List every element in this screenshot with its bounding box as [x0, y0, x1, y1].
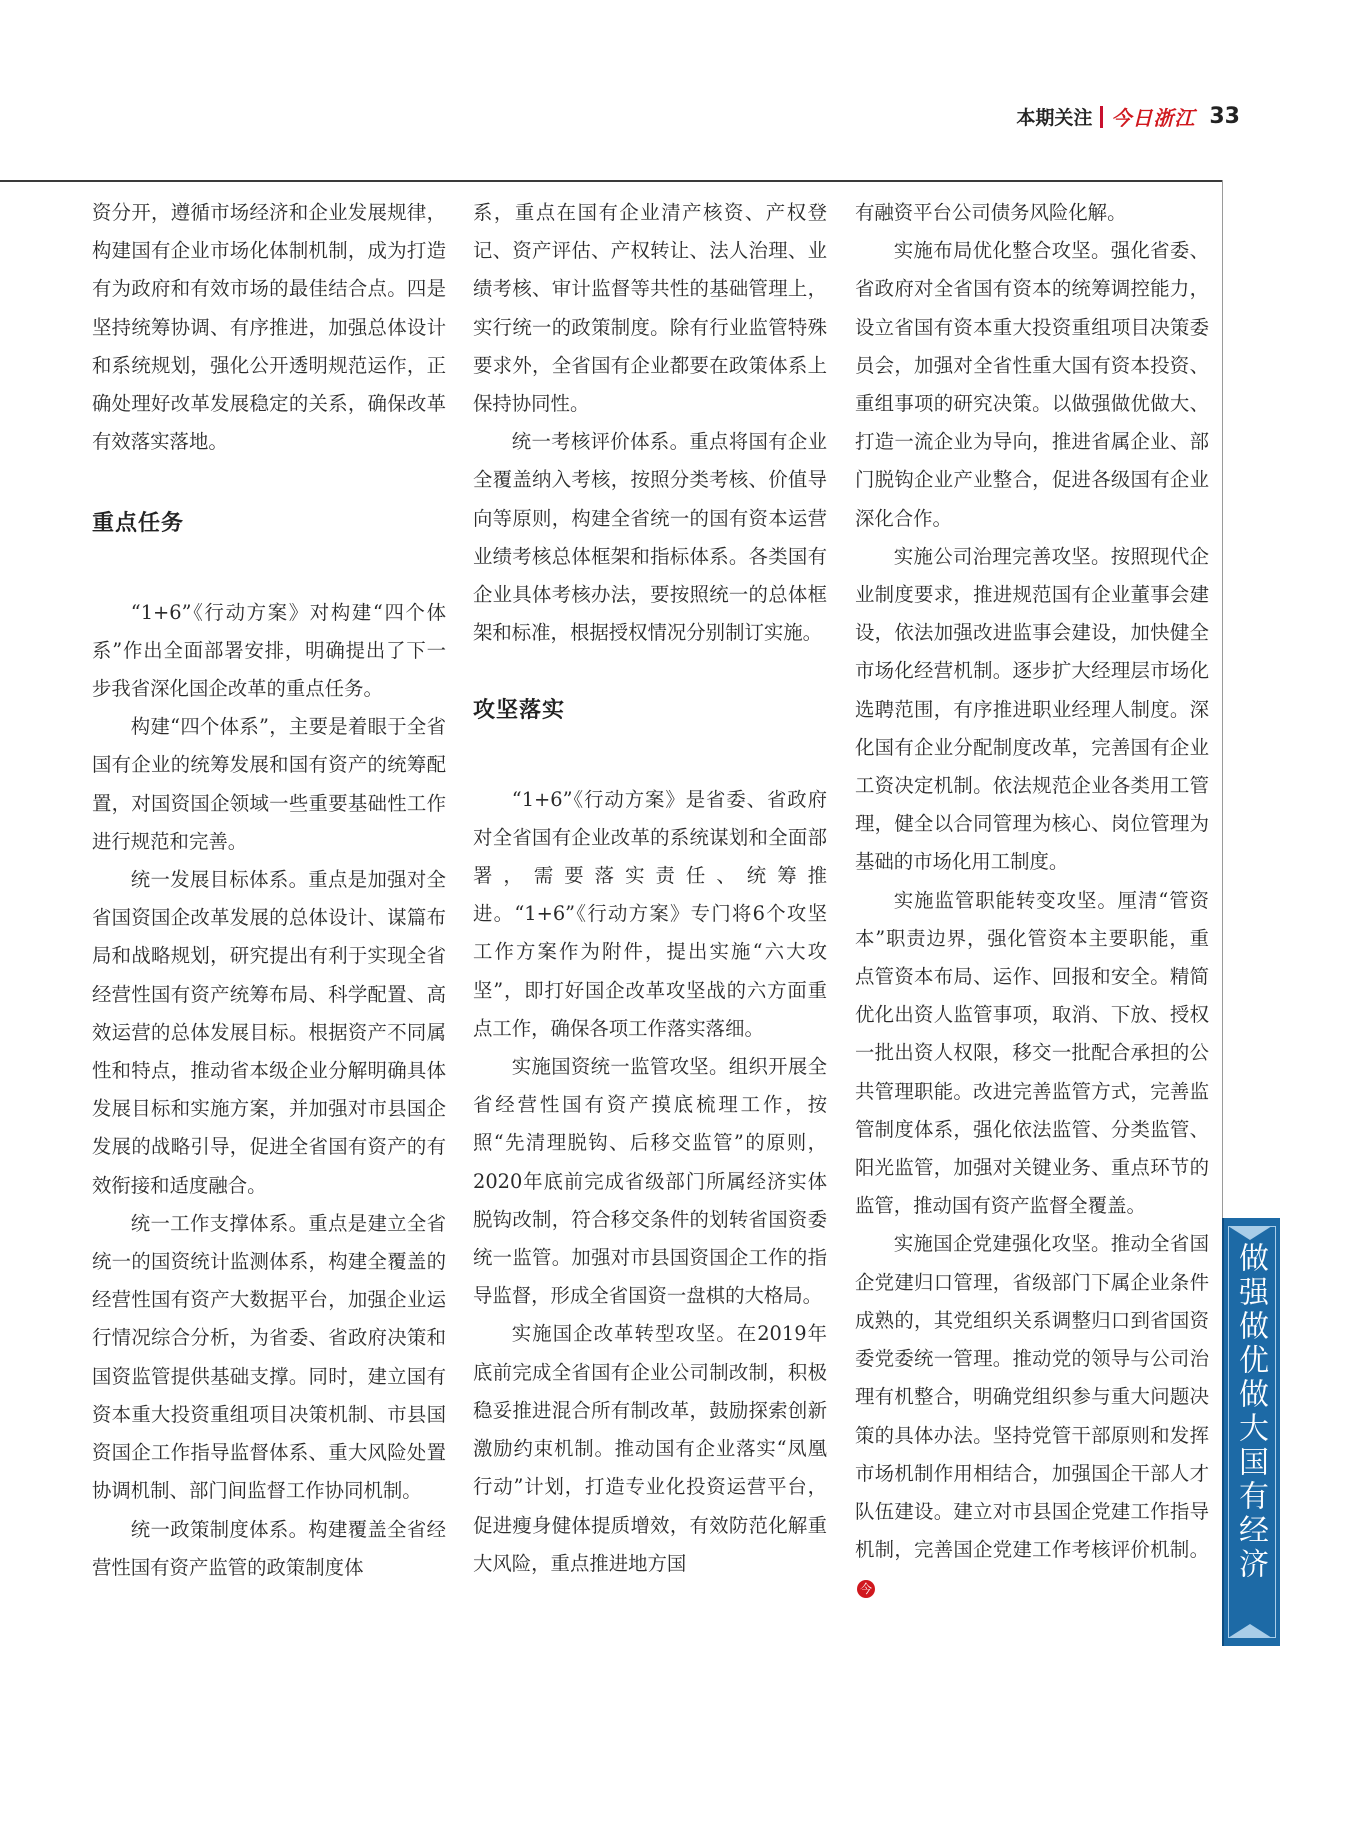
paragraph: 实施国企改革转型攻坚。在2019年底前完成全省国有企业公司制改制，积极稳妥推进混合所有制改革，鼓励探索创新激励约束机制。推动国有企业落实“凤凰行动”计划，打造专业化投资运营平台，促进瘦身健体提质增效，有效防范化解重大风险，重点推进地方国: [473, 1322, 827, 1575]
page-header: [1016, 102, 1240, 131]
paragraph-final: [855, 1225, 1209, 1607]
column-3: [855, 194, 1209, 1608]
page-number: 33: [1209, 104, 1240, 129]
paragraph: 实施监管职能转变攻坚。厘清“管资本”职责边界，强化管资本主要职能，重点管资本布局、运作、回报和安全。精简优化出资人监管事项，取消、下放、授权一批出资人权限，移交一批配合承担的公共管理职能。改进完善监管方式，完善监管制度体系，强化依法监管、分类监管、阳光监管，加强对关键业务、重点环节的监管，推动国有资产监督全覆盖。: [855, 888, 1209, 1218]
paragraph: 有融资平台公司债务风险化解。: [855, 201, 1127, 224]
paragraph-text: 实施国企党建强化攻坚。推动全省国企党建归口管理，省级部门下属企业条件成熟的，其党组织关系调整归口到省国资委党委统一管理。推动党的领导与公司治理有机整合，明确党组织参与重大问题决策的具体办法。坚持党管干部原则和发挥市场机制作用相结合，加强国企干部人才队伍建设。建立对市县国企党建工作指导机制，完善国企党建工作考核评价机制。: [855, 1232, 1209, 1562]
paragraph: 统一考核评价体系。重点将国有企业全覆盖纳入考核，按照分类考核、价值导向等原则，构建全省统一的国有资本运营业绩考核总体框架和指标体系。各类国有企业具体考核办法，要按照统一的总体框架和标准，根据授权情况分别制订实施。: [473, 430, 827, 645]
top-rule: [0, 180, 1223, 182]
paragraph: 系，重点在国有企业清产核资、产权登记、资产评估、产权转让、法人治理、业绩考核、审计监督等共性的基础管理上，实行统一的政策制度。除有行业监管特殊要求外，全省国有企业都要在政策体系上保持协同性。: [473, 201, 827, 416]
paragraph: 实施国资统一监管攻坚。组织开展全省经营性国有资产摸底梳理工作，按照“先清理脱钩、后移交监管”的原则，2020年底前完成省级部门所属经济实体脱钩改制，符合移交条件的划转省国资委统一监管。加强对市县国资国企工作的指导监督，形成全省国资一盘棋的大格局。: [473, 1055, 827, 1308]
column-1: [92, 194, 446, 1587]
section-heading-implementation: 攻坚落实: [473, 698, 566, 724]
sidebar-title: 做强做优做大国有经济: [1233, 1242, 1268, 1582]
frame-corner-bottom: [1228, 1624, 1272, 1638]
section-label: 本期关注: [1016, 107, 1093, 129]
header-divider: [1100, 106, 1103, 128]
frame-corner-top: [1228, 1226, 1272, 1240]
end-mark-icon: 今: [857, 1580, 875, 1598]
right-rule: [1222, 180, 1223, 1220]
paragraph: 统一政策制度体系。构建覆盖全省经营性国有资产监管的政策制度体: [92, 1517, 446, 1579]
paragraph: “1+6”《行动方案》对构建“四个体系”作出全面部署安排，明确提出了下一步我省深化国企改革的重点任务。: [92, 600, 446, 701]
paragraph: 实施公司治理完善攻坚。按照现代企业制度要求，推进规范国有企业董事会建设，依法加强改进监事会建设，加快健全市场化经营机制。逐步扩大经理层市场化选聘范围，有序推进职业经理人制度。深化国有企业分配制度改革，完善国有企业工资决定机制。依法规范企业各类用工管理，健全以合同管理为核心、岗位管理为基础的市场化用工制度。: [855, 544, 1209, 874]
paragraph: 构建“四个体系”，主要是着眼于全省国有企业的统筹发展和国有资产的统筹配置，对国资国企领域一些重要基础性工作进行规范和完善。: [92, 715, 446, 853]
column-2: [473, 194, 827, 1583]
paragraph: 资分开，遵循市场经济和企业发展规律，构建国有企业市场化体制机制，成为打造有为政府和有效市场的最佳结合点。四是坚持统筹协调、有序推进，加强总体设计和系统规划，强化公开透明规范运作，正确处理好改革发展稳定的关系，确保改革有效落实落地。: [92, 201, 446, 454]
paragraph: 实施布局优化整合攻坚。强化省委、省政府对全省国有资本的统筹调控能力，设立省国有资本重大投资重组项目决策委员会，加强对全省性重大国有资本投资、重组事项的研究决策。以做强做优做大、打造一流企业为导向，推进省属企业、部门脱钩企业产业整合，促进各级国有企业深化合作。: [855, 239, 1209, 530]
sidebar-title-box: [1222, 1218, 1280, 1646]
magazine-logo: 今日浙江: [1111, 106, 1196, 130]
paragraph: 统一工作支撑体系。重点是建立全省统一的国资统计监测体系，构建全覆盖的经营性国有资产大数据平台，加强企业运行情况综合分析，为省委、省政府决策和国资监管提供基础支撑。同时，建立国有资本重大投资重组项目决策机制、市县国资国企工作指导监督体系、重大风险处置协调机制、部门间监督工作协同机制。: [92, 1211, 446, 1503]
section-heading-key-tasks: 重点任务: [92, 511, 185, 537]
paragraph: “1+6”《行动方案》是省委、省政府对全省国有企业改革的系统谋划和全面部署，需要落实责任、统筹推进。“1+6”《行动方案》专门将6个攻坚工作方案作为附件，提出实施“六大攻坚”，即打好国企改革攻坚战的六方面重点工作，确保各项工作落实落细。: [473, 787, 827, 1040]
paragraph: 统一发展目标体系。重点是加强对全省国资国企改革发展的总体设计、谋篇布局和战略规划，研究提出有利于实现全省经营性国有资产统筹布局、科学配置、高效运营的总体发展目标。根据资产不同属性和特点，推动省本级企业分解明确具体发展目标和实施方案，并加强对市县国企发展的战略引导，促进全省国有资产的有效衔接和适度融合。: [92, 868, 446, 1197]
